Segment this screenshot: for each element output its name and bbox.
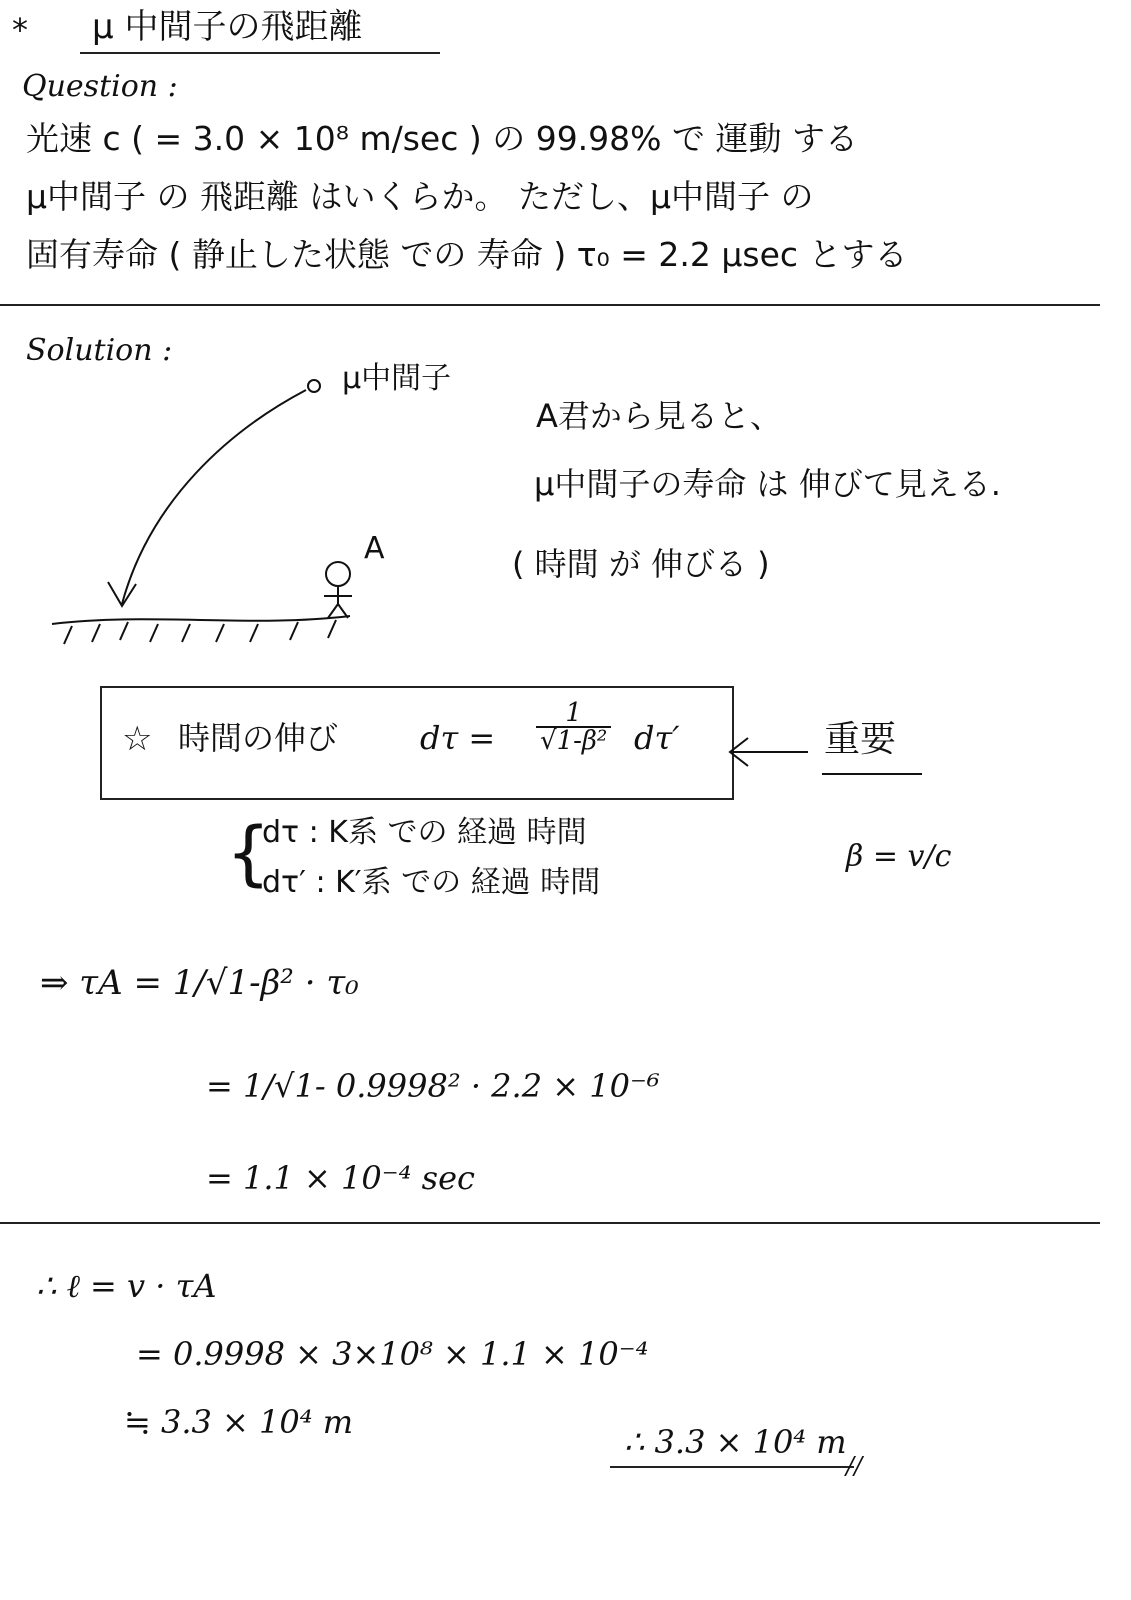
formula-label: 時間の伸び xyxy=(178,719,339,757)
formula-denominator: √1-β² xyxy=(540,726,608,756)
question-label: Question : xyxy=(22,69,178,104)
answer-end-mark: // xyxy=(846,1452,863,1480)
definition-line-1: dτ : K系 での 経過 時間 xyxy=(262,815,587,850)
answer-underline xyxy=(610,1466,854,1468)
derivation-line-3: = 1.1 × 10⁻⁴ sec xyxy=(206,1159,475,1197)
definition-line-2: dτ′ : K′系 での 経過 時間 xyxy=(262,865,601,900)
solution-label: Solution : xyxy=(26,333,173,368)
formula-rhs: dτ′ xyxy=(634,719,680,757)
distance-line-2: = 0.9998 × 3×10⁸ × 1.1 × 10⁻⁴ xyxy=(136,1335,649,1373)
formula-numerator: 1 xyxy=(536,700,611,728)
distance-line-3: ≒ 3.3 × 10⁴ m xyxy=(124,1403,354,1441)
page-title: μ 中間子の飛距離 xyxy=(92,7,363,47)
formula-star-icon: ☆ xyxy=(122,719,153,759)
note-line-1: A君から見ると、 xyxy=(536,397,782,435)
note-line-2: μ中間子の寿命 は 伸びて見える. xyxy=(534,465,1001,503)
question-line-2: μ中間子 の 飛距離 はいくらか。 ただし、μ中間子 の xyxy=(26,177,814,216)
question-line-3: 固有寿命 ( 静止した状態 での 寿命 ) τ₀ = 2.2 μsec とする xyxy=(26,235,908,274)
muon-label: μ中間子 xyxy=(342,361,452,396)
section-divider-2 xyxy=(0,1222,1100,1224)
derivation-line-1: ⇒ τA = 1/√1-β² · τ₀ xyxy=(40,963,359,1003)
note-line-3: ( 時間 が 伸びる ) xyxy=(512,545,770,583)
title-star: * xyxy=(12,11,28,49)
derivation-line-2: = 1/√1- 0.9998² · 2.2 × 10⁻⁶ xyxy=(206,1067,660,1105)
definition-brace: { xyxy=(226,812,271,894)
question-line-1: 光速 c ( = 3.0 × 10⁸ m/sec ) の 99.98% で 運動 する xyxy=(26,119,858,158)
distance-line-1: ∴ ℓ = v · τA xyxy=(36,1267,217,1305)
final-answer: ∴ 3.3 × 10⁴ m xyxy=(624,1423,847,1461)
importance-label: 重要 xyxy=(824,719,897,760)
beta-definition: β = v/c xyxy=(846,839,952,874)
observer-label: A xyxy=(364,531,385,566)
formula-lhs: dτ = xyxy=(420,719,496,757)
